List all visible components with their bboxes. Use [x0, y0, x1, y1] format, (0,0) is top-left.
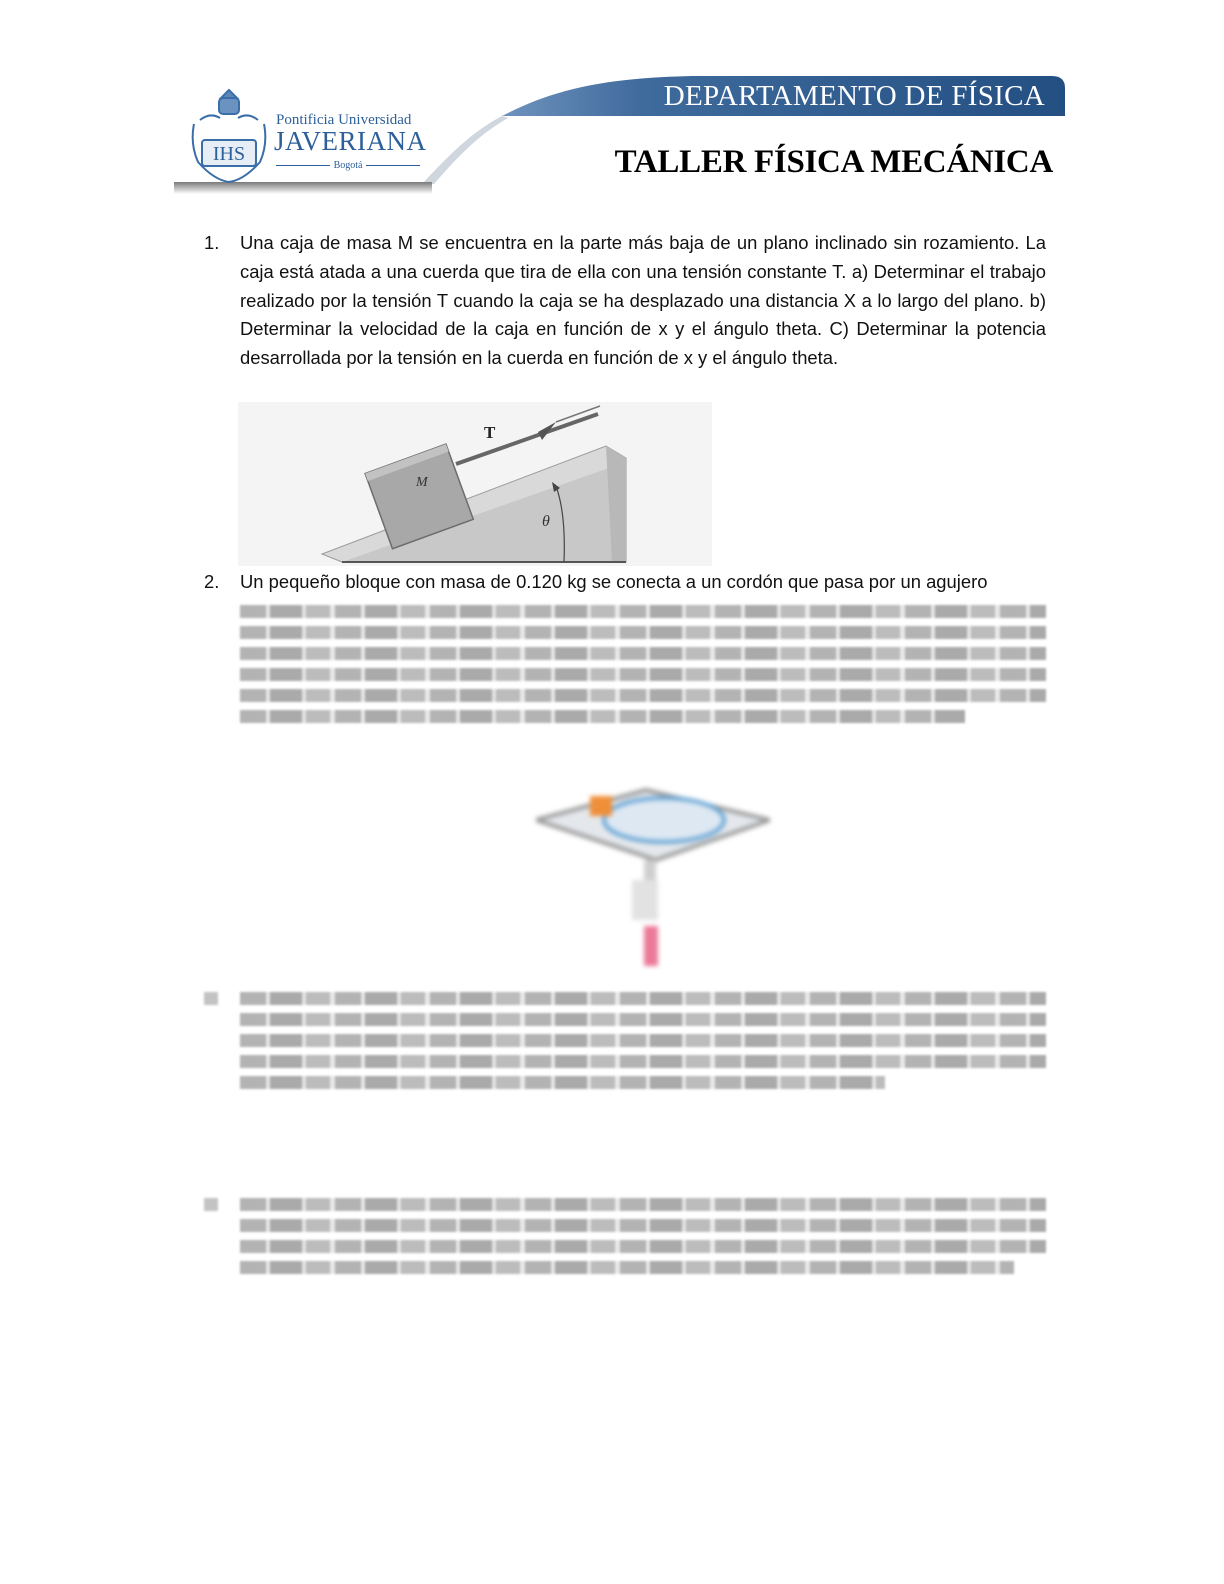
- seal-monogram: IHS: [212, 143, 246, 165]
- question-text: Una caja de masa M se encuentra en la parte más baja de un plano inclinado sin rozamiento. La caja está atada a una cuerda que tira de ella con una tensión constante T. a) Determinar el trabajo realizado por la tensión T cuando la caja se ha desplazado una distancia X a lo largo del plano. b) Determinar la velocidad de la caja en función de x y el ángulo theta. C) Determinar la potencia desarrollada por la tensión en la cuerda en función de x y el ángulo theta.: [240, 232, 1046, 369]
- university-name: JAVERIANA: [274, 126, 427, 156]
- angle-label: θ: [542, 513, 550, 530]
- divider: [276, 165, 330, 166]
- obscured-line: [240, 1240, 1046, 1253]
- obscured-line: [240, 992, 1046, 1005]
- question-1: [204, 229, 1046, 373]
- obscured-line: [240, 710, 965, 723]
- page-header: [172, 72, 1067, 202]
- obscured-line: [240, 626, 1046, 639]
- question-number: 2.: [204, 571, 220, 592]
- small-block: [590, 796, 612, 816]
- obscured-line: [240, 668, 1046, 681]
- hanging-cord: [644, 926, 658, 966]
- inclined-plane-figure: [238, 402, 712, 566]
- obscured-text: [240, 605, 1046, 723]
- obscured-line: [240, 1261, 1014, 1274]
- mass-label: M: [416, 475, 428, 490]
- question-text: Un pequeño bloque con masa de 0.120 kg se conecta a un cordón que pasa por un agujero: [240, 571, 988, 592]
- obscured-line: [240, 1013, 1046, 1026]
- obscured-number: [204, 1198, 218, 1211]
- obscured-text: [240, 992, 1046, 1089]
- university-seal-logo: [186, 84, 272, 184]
- obscured-line: [240, 1219, 1046, 1232]
- question-3: [204, 984, 1046, 1097]
- rotating-block-figure: [536, 780, 770, 976]
- question-number: 1.: [204, 232, 220, 253]
- obscured-number: [204, 992, 218, 1005]
- question-4: [204, 1190, 1046, 1282]
- university-city: Bogotá: [333, 159, 363, 171]
- university-city-row: [276, 158, 420, 172]
- obscured-line: [240, 689, 1046, 702]
- obscured-line: [240, 1034, 1046, 1047]
- tension-label: T: [484, 423, 496, 442]
- obscured-line: [240, 1055, 1046, 1068]
- obscured-line: [240, 1076, 885, 1089]
- divider: [366, 165, 420, 166]
- obscured-text: [240, 1198, 1046, 1274]
- obscured-line: [240, 605, 1046, 618]
- obscured-line: [240, 647, 1046, 660]
- page-title: TALLER FÍSICA MECÁNICA: [614, 144, 1053, 180]
- university-name-line1: Pontificia Universidad: [276, 112, 412, 128]
- obscured-line: [240, 1198, 1046, 1211]
- department-name: DEPARTAMENTO DE FÍSICA: [663, 80, 1045, 112]
- question-2: [204, 568, 1046, 731]
